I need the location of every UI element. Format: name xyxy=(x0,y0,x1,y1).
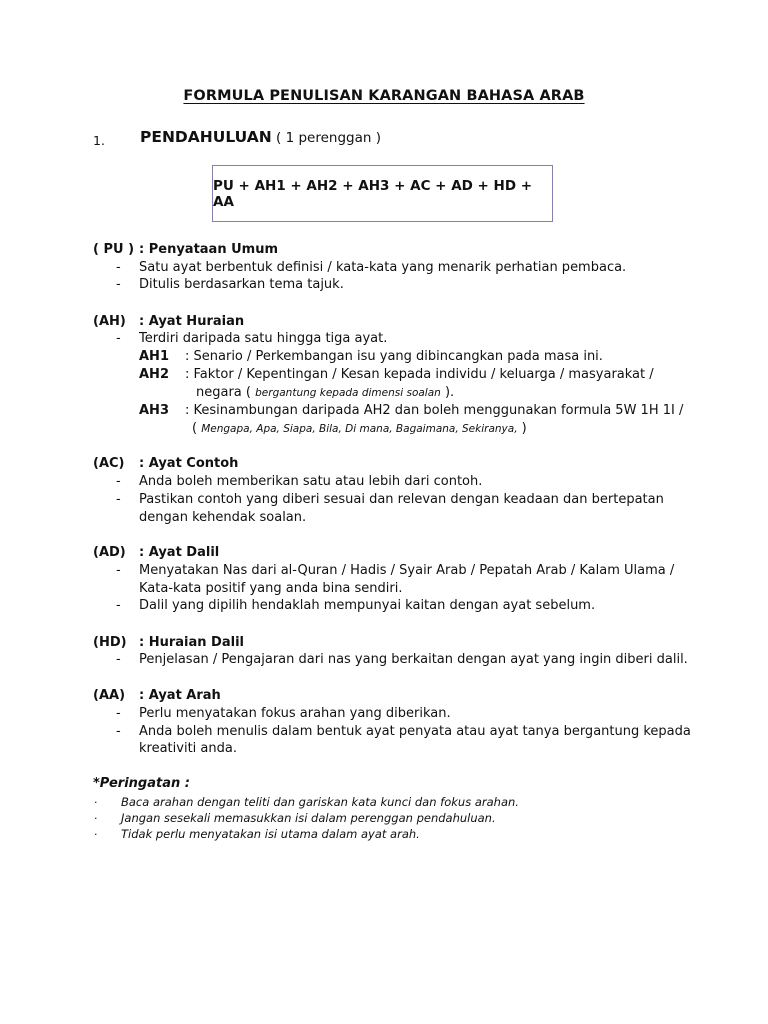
warning-note-1: Baca arahan dengan teliti dan gariskan kata kunci dan fokus arahan. xyxy=(121,795,519,809)
ad-label: : Ayat Dalil xyxy=(139,545,220,560)
warning-title: *Peringatan : xyxy=(93,776,190,791)
ac-dash-1: - xyxy=(116,474,121,489)
ah3-text: : Kesinambungan daripada AH2 dan boleh menggunakan formula 5W 1H 1I / xyxy=(185,403,684,418)
aa-dash-2: - xyxy=(116,724,121,739)
warning-bullet-2: · xyxy=(94,812,98,825)
section-heading-note: ( 1 perenggan ) xyxy=(276,130,382,146)
ah2-cont-pre: negara ( xyxy=(196,385,251,400)
ah2-cont-italic: bergantung kepada dimensi soalan xyxy=(255,387,441,399)
warning-note-3: Tidak perlu menyatakan isi utama dalam ayat arah. xyxy=(121,827,420,841)
ah3-cont-pre: ( xyxy=(192,421,198,436)
hd-item-1: Penjelasan / Pengajaran dari nas yang berkaitan dengan ayat yang ingin diberi dalil. xyxy=(139,652,688,667)
ac-label: : Ayat Contoh xyxy=(139,456,239,471)
ah3-continuation xyxy=(192,420,527,439)
ah2-code: AH2 xyxy=(139,367,169,382)
section-heading-text: PENDAHULUAN xyxy=(140,128,272,146)
hd-dash-1: - xyxy=(116,652,121,667)
ad-item-1-cont: Kata-kata positif yang anda bina sendiri. xyxy=(139,581,403,596)
ah1-text: : Senario / Perkembangan isu yang dibincangkan pada masa ini. xyxy=(185,349,603,364)
ah3-cont-italic: Mengapa, Apa, Siapa, Bila, Di mana, Bagaimana, Sekiranya, xyxy=(201,423,518,435)
ac-dash-2: - xyxy=(116,492,121,507)
aa-code: (AA) xyxy=(93,688,126,703)
ah2-text: : Faktor / Kepentingan / Kesan kepada individu / keluarga / masyarakat / xyxy=(185,367,654,382)
ac-item-2-cont: dengan kehendak soalan. xyxy=(139,510,307,525)
ad-item-1: Menyatakan Nas dari al-Quran / Hadis / Syair Arab / Pepatah Arab / Kalam Ulama / xyxy=(139,563,675,578)
hd-code: (HD) xyxy=(93,635,127,650)
ah-label: : Ayat Huraian xyxy=(139,314,245,329)
warning-note-2: Jangan sesekali memasukkan isi dalam perenggan pendahuluan. xyxy=(121,811,496,825)
aa-item-1: Perlu menyatakan fokus arahan yang diberikan. xyxy=(139,706,451,721)
aa-dash-1: - xyxy=(116,706,121,721)
ad-code: (AD) xyxy=(93,545,126,560)
ah2-continuation xyxy=(196,384,454,403)
ah-item-1: Terdiri daripada satu hingga tiga ayat. xyxy=(139,331,388,346)
document-title: FORMULA PENULISAN KARANGAN BAHASA ARAB xyxy=(183,88,585,104)
pu-item-1: Satu ayat berbentuk definisi / kata-kata yang menarik perhatian pembaca. xyxy=(139,260,627,275)
ah-dash-1: - xyxy=(116,331,121,346)
ah3-code: AH3 xyxy=(139,403,169,418)
ad-dash-1: - xyxy=(116,563,121,578)
section-number: 1. xyxy=(93,133,105,148)
aa-label: : Ayat Arah xyxy=(139,688,221,703)
ad-dash-2: - xyxy=(116,598,121,613)
aa-item-2-cont: kreativiti anda. xyxy=(139,741,237,756)
ah-code: (AH) xyxy=(93,314,126,329)
aa-item-2: Anda boleh menulis dalam bentuk ayat penyata atau ayat tanya bergantung kepada xyxy=(139,724,691,739)
pu-dash-1: - xyxy=(116,260,121,275)
ah3-cont-post: ) xyxy=(521,421,527,436)
warning-bullet-1: · xyxy=(94,796,98,809)
ac-code: (AC) xyxy=(93,456,125,471)
ah1-code: AH1 xyxy=(139,349,169,364)
ac-item-2: Pastikan contoh yang diberi sesuai dan relevan dengan keadaan dan bertepatan xyxy=(139,492,664,507)
pu-label: : Penyataan Umum xyxy=(139,242,279,257)
section-heading xyxy=(140,128,381,146)
ac-item-1: Anda boleh memberikan satu atau lebih dari contoh. xyxy=(139,474,483,489)
pu-item-2: Ditulis berdasarkan tema tajuk. xyxy=(139,277,344,292)
formula-box: PU + AH1 + AH2 + AH3 + AC + AD + HD + AA xyxy=(212,165,553,222)
hd-label: : Huraian Dalil xyxy=(139,635,244,650)
warning-bullet-3: · xyxy=(94,828,98,841)
ad-item-2: Dalil yang dipilih hendaklah mempunyai kaitan dengan ayat sebelum. xyxy=(139,598,596,613)
pu-code: ( PU ) xyxy=(93,242,135,257)
pu-dash-2: - xyxy=(116,277,121,292)
ah2-cont-post: ). xyxy=(444,385,455,400)
